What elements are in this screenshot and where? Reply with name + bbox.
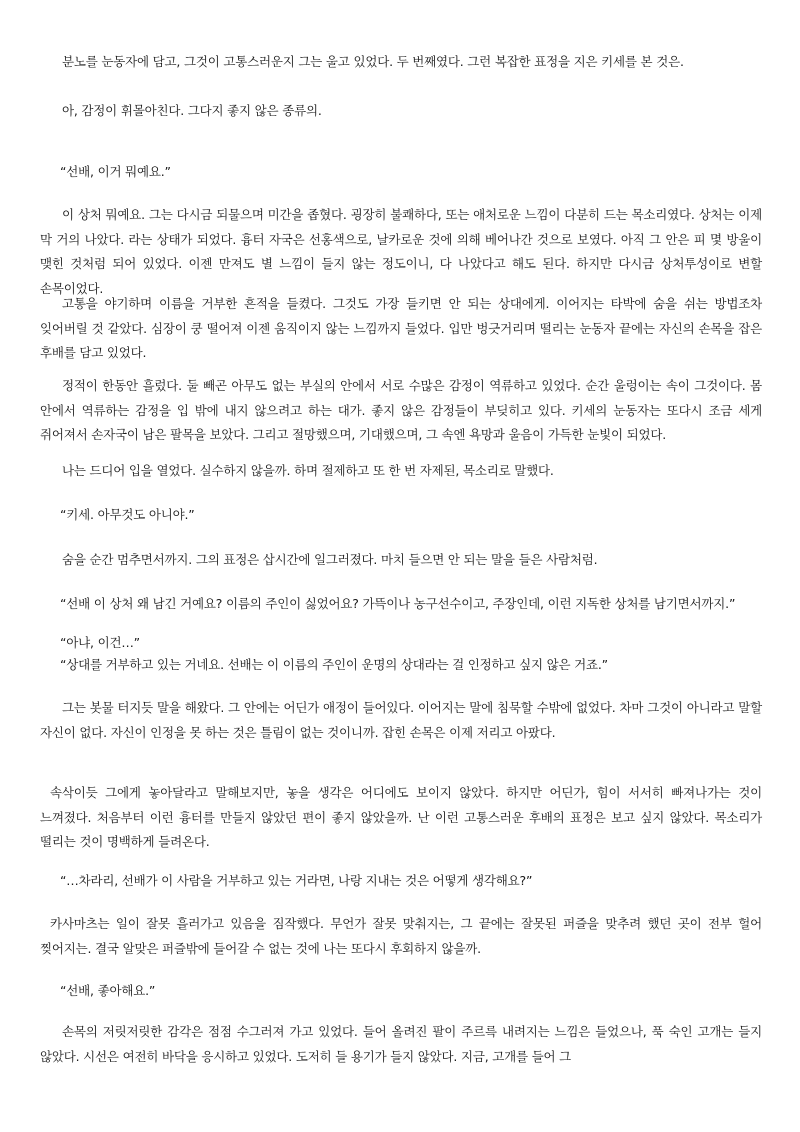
dialogue-3: “선배 이 상처 왜 남긴 거예요? 이름의 주인이 싫었어요? 가뜩이나 농구선수이고, 주장인데, 이런 지독한 상처를 남기면서까지.” <box>60 596 736 611</box>
dialogue-7: “선배, 좋아해요.” <box>60 983 156 998</box>
dialogue-1: “선배, 이거 뭐예요.” <box>60 164 171 179</box>
paragraph-9: 속삭이듯 그에게 놓아달라고 말해보지만, 놓을 생각은 어디에도 보이지 않았다. 하지만 어딘가, 힘이 서서히 빠져나가는 것이 느껴졌다. 처음부터 이런 흉터를 만들지 않았던 편이 좋지 않았을까. 난 이런 고통스러운 후배의 표정은 보고 싶지 않았다. 목소리가 떨리는 것이 명백하게 들려온다. <box>40 785 762 849</box>
dialogue-2: “키세. 아무것도 아니야.” <box>60 507 195 522</box>
paragraph-8: 그는 봇물 터지듯 말을 해왔다. 그 안에는 어딘가 애정이 들어있다. 이어지는 말에 침묵할 수밖에 없었다. 차마 그것이 아니라고 말할 자신이 없다. 자신이 인정을 못 하는 것은 틀림이 없는 것이니까. 잡힌 손목은 이제 저리고 아팠다. <box>40 700 762 740</box>
paragraph-6: 나는 드디어 입을 열었다. 실수하지 않을까. 하며 절제하고 또 한 번 자제된, 목소리로 말했다. <box>62 463 554 478</box>
dialogue-6: “…차라리, 선배가 이 사람을 거부하고 있는 거라면, 나랑 지내는 것은 어떻게 생각해요?” <box>60 873 533 888</box>
paragraph-10: 카사마츠는 일이 잘못 흘러가고 있음을 짐작했다. 무언가 잘못 맞춰지는, 그 끝에는 잘못된 퍼즐을 맞추려 했던 곳이 전부 헐어 찢어지는. 결국 알맞은 퍼즐밖에 들어갈 수 없는 것에 나는 또다시 후회하지 않을까. <box>40 916 762 956</box>
dialogue-5: “상대를 거부하고 있는 거네요. 선배는 이 이름의 주인이 운명의 상대라는 걸 인정하고 싶지 않은 거죠.” <box>60 657 608 672</box>
dialogue-4: “아냐, 이건…” <box>60 635 140 650</box>
paragraph-3: 이 상처 뭐예요. 그는 다시금 되물으며 미간을 좁혔다. 굉장히 불쾌하다, 또는 애처로운 느낌이 다분히 드는 목소리였다. 상처는 이제 막 거의 나았다. 라는 상태가 되었다. 흉터 자국은 선홍색으로, 날카로운 것에 의해 베어나간 것으로 보였다. 아직 그 안은 피 몇 방울이 맺힌 것처럼 되어 있었다. 이젠 만져도 별 느낌이 들지 않는 정도이니, 다 나았다고 해도 된다. 하지만 다시금 상처투성이로 변할 손목이었다. <box>40 207 762 296</box>
paragraph-4: 고통을 야기하며 이름을 거부한 흔적을 들켰다. 그것도 가장 들키면 안 되는 상대에게. 이어지는 타박에 숨을 쉬는 방법조차 잊어버릴 것 같았다. 심장이 쿵 떨어져 이젠 움직이지 않는 느낌까지 들었다. 입만 벙긋거리며 떨리는 눈동자 끝에는 자신의 손목을 잡은 후배를 담고 있었다. <box>40 296 762 360</box>
paragraph-2: 아, 감정이 휘몰아친다. 그다지 좋지 않은 종류의. <box>62 103 322 118</box>
paragraph-7: 숨을 순간 멈추면서까지. 그의 표정은 삽시간에 일그러졌다. 마치 들으면 안 되는 말을 들은 사람처럼. <box>62 552 598 567</box>
paragraph-1: 분노를 눈동자에 담고, 그것이 고통스러운지 그는 울고 있었다. 두 번째였다. 그런 복잡한 표정을 지은 키세를 본 것은. <box>62 54 684 69</box>
paragraph-11: 손목의 저릿저릿한 감각은 점점 수그러져 가고 있었다. 들어 올려진 팔이 주르륵 내려지는 느낌은 들었으나, 푹 숙인 고개는 들지 않았다. 시선은 여전히 바닥을 응시하고 있었다. 도저히 들 용기가 들지 않았다. 지금, 고개를 들어 그 <box>40 1024 762 1064</box>
paragraph-5: 정적이 한동안 흘렀다. 둘 빼곤 아무도 없는 부실의 안에서 서로 수많은 감정이 역류하고 있었다. 순간 울렁이는 속이 그것이다. 몸 안에서 역류하는 감정을 입 밖에 내지 않으려고 하는 대가. 좋지 않은 감정들이 부딪히고 있다. 키세의 눈동자는 또다시 조금 세게 쥐어져서 손자국이 남은 팔목을 보았다. 그리고 절망했으며, 기대했으며, 그 속엔 욕망과 울음이 가득한 눈빛이 되었다. <box>40 378 762 442</box>
